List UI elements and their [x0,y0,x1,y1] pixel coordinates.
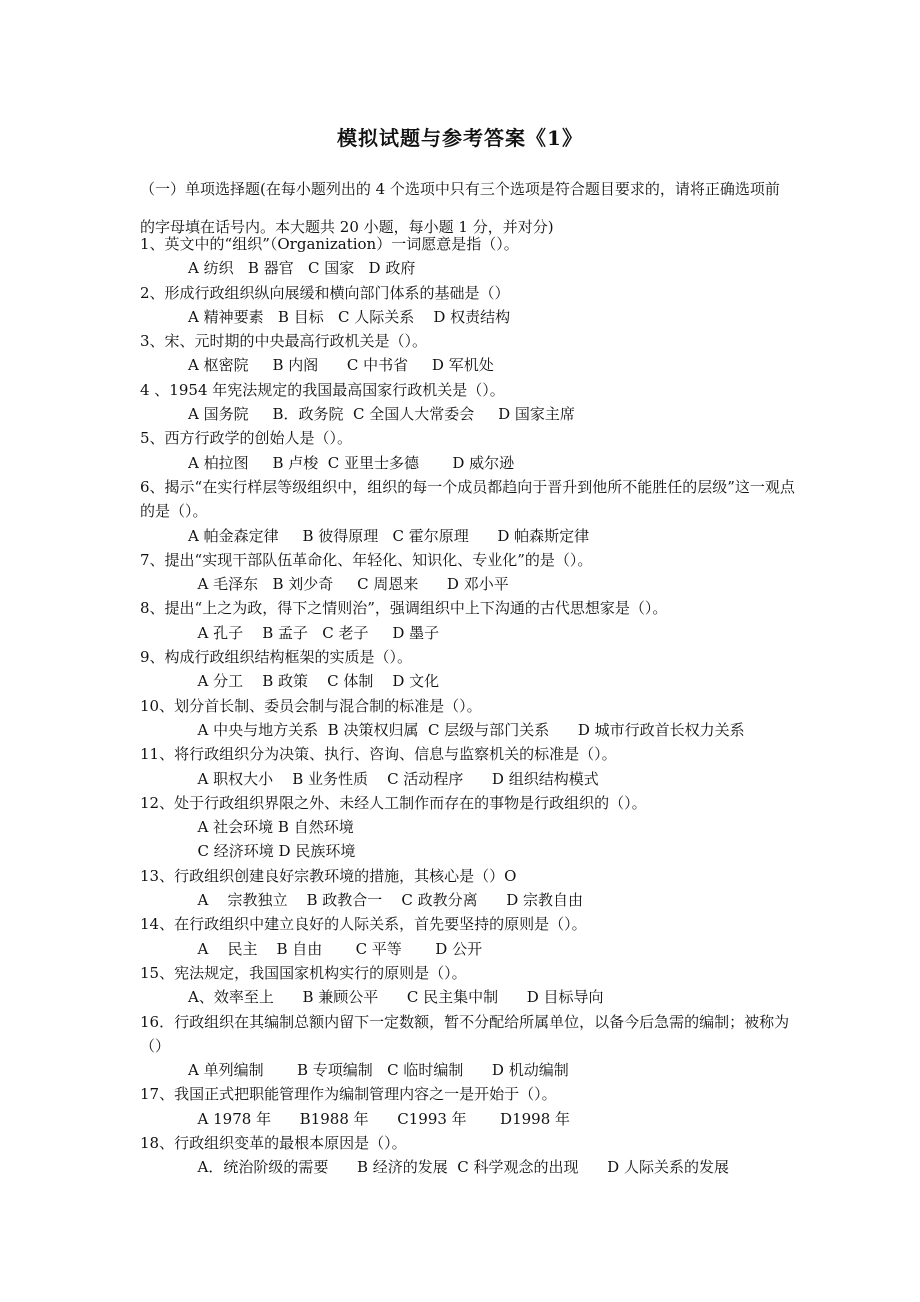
question-item [140,596,800,645]
answer-options: A 毛泽东 B 刘少奇 C 周恩来 D 邓小平 [188,575,509,594]
answer-options: A 社会环境 B 自然环境 [188,818,354,837]
question-item [140,694,800,743]
question-text: 15、宪法规定，我国国家机构实行的原则是（）。 [140,963,467,982]
question-text: 2、形成行政组织纵向展缓和横向部门体系的基础是（） [140,283,510,302]
question-text: 5、西方行政学的创始人是（）。 [140,429,353,448]
question-item [140,378,800,427]
question-item [140,548,800,597]
answer-options: A 单列编制 B 专项编制 C 临时编制 D 机动编制 [188,1061,569,1080]
question-text: 1、英文中的“组织”（Organization）一词愿意是指（）。 [140,235,519,253]
answer-options: A 1978 年 B1988 年 C1993 年 D1998 年 [188,1109,571,1128]
answer-options: A 枢密院 B 内阁 C 中书省 D 军机处 [188,356,494,375]
question-text: 17、我国正式把职能管理作为编制管理内容之一是开始于（）。 [140,1085,557,1104]
question-text: 6、揭示“在实行样层等级组织中，组织的每一个成员都趋向于晋升到他所不能胜任的层级”这一观点的是（）。 [140,477,795,521]
question-text: 13、行政组织创建良好宗教环境的措施，其核心是（）O [140,866,517,885]
answer-options: A 分工 B 政策 C 体制 D 文化 [188,672,440,691]
answer-options: A 精神要素 B 目标 C 人际关系 D 权责结构 [188,307,511,326]
question-item [140,281,800,330]
question-item [140,961,800,1010]
answer-options: A 中央与地方关系 B 决策权归属 C 层级与部门关系 D 城市行政首长权力关系 [188,720,745,739]
answer-options: C 经济环境 D 民族环境 [188,842,356,861]
answer-options: A 民主 B 自由 C 平等 D 公开 [188,939,483,958]
question-text: 16．行政组织在其编制总额内留下一定数额，暂不分配给所属单位，以备今后急需的编制；被称为（） [140,1012,790,1055]
section-heading: （一）单项选择题(在每小题列出的 4 个选项中只有三个选项是符合题目要求的，请将正确选项前的字母填在话号内。本大题共 20 小题，每小题 1 分，并对分) [140,180,780,236]
answer-options: A．统治阶级的需要 B 经济的发展 C 科学观念的出现 D 人际关系的发展 [188,1158,729,1177]
question-text: 14、在行政组织中建立良好的人际关系，首先要坚持的原则是（）。 [140,915,587,934]
question-item [140,1131,800,1180]
question-item [140,426,800,475]
question-item [140,742,800,791]
question-text: 3、宋、元时期的中央最高行政机关是（）。 [140,332,428,351]
answer-options: A 国务院 B．政务院 C 全国人大常委会 D 国家主席 [188,405,575,424]
question-item [140,864,800,913]
question-item [140,1010,800,1083]
answer-options: A 宗教独立 B 政教合一 C 政教分离 D 宗教自由 [188,891,584,910]
question-text: 12、处于行政组织界限之外、未经人工制作而存在的事物是行政组织的（）。 [140,793,647,812]
question-item [140,232,800,281]
page-title: 模拟试题与参考答案《1》 [337,126,583,150]
question-list [140,232,800,1180]
answer-options: A 柏拉图 B 卢梭 C 亚里士多德 D 威尔逊 [188,453,515,472]
answer-options: A、效率至上 B 兼顾公平 C 民主集中制 D 目标导向 [188,988,604,1007]
answer-options: A 孔子 B 孟子 C 老子 D 墨子 [188,623,440,642]
question-text: 10、划分首长制、委员会制与混合制的标准是（）。 [140,696,482,715]
question-text: 4 、1954 年宪法规定的我国最高国家行政机关是（）。 [140,380,505,399]
question-text: 9、构成行政组织结构框架的实质是（）。 [140,648,413,667]
question-item [140,791,800,864]
answer-options: A 职权大小 B 业务性质 C 活动程序 D 组织结构模式 [188,769,599,788]
answer-options: A 纺织 B 器官 C 国家 D 政府 [188,259,416,278]
question-text: 8、提出“上之为政，得下之情则治”，强调组织中上下沟通的古代思想家是（）。 [140,599,668,618]
question-item [140,329,800,378]
question-item [140,1082,800,1131]
question-item [140,645,800,694]
question-text: 18、行政组织变革的最根本原因是（）。 [140,1133,407,1152]
answer-options: A 帕金森定律 B 彼得原理 C 霍尔原理 D 帕森斯定律 [188,526,590,545]
question-text: 7、提出“实现干部队伍革命化、年轻化、知识化、专业化”的是（）。 [140,550,593,569]
question-item [140,912,800,961]
question-text: 11、将行政组织分为决策、执行、咨询、信息与监察机关的标准是（）。 [140,745,617,764]
question-item [140,475,800,548]
